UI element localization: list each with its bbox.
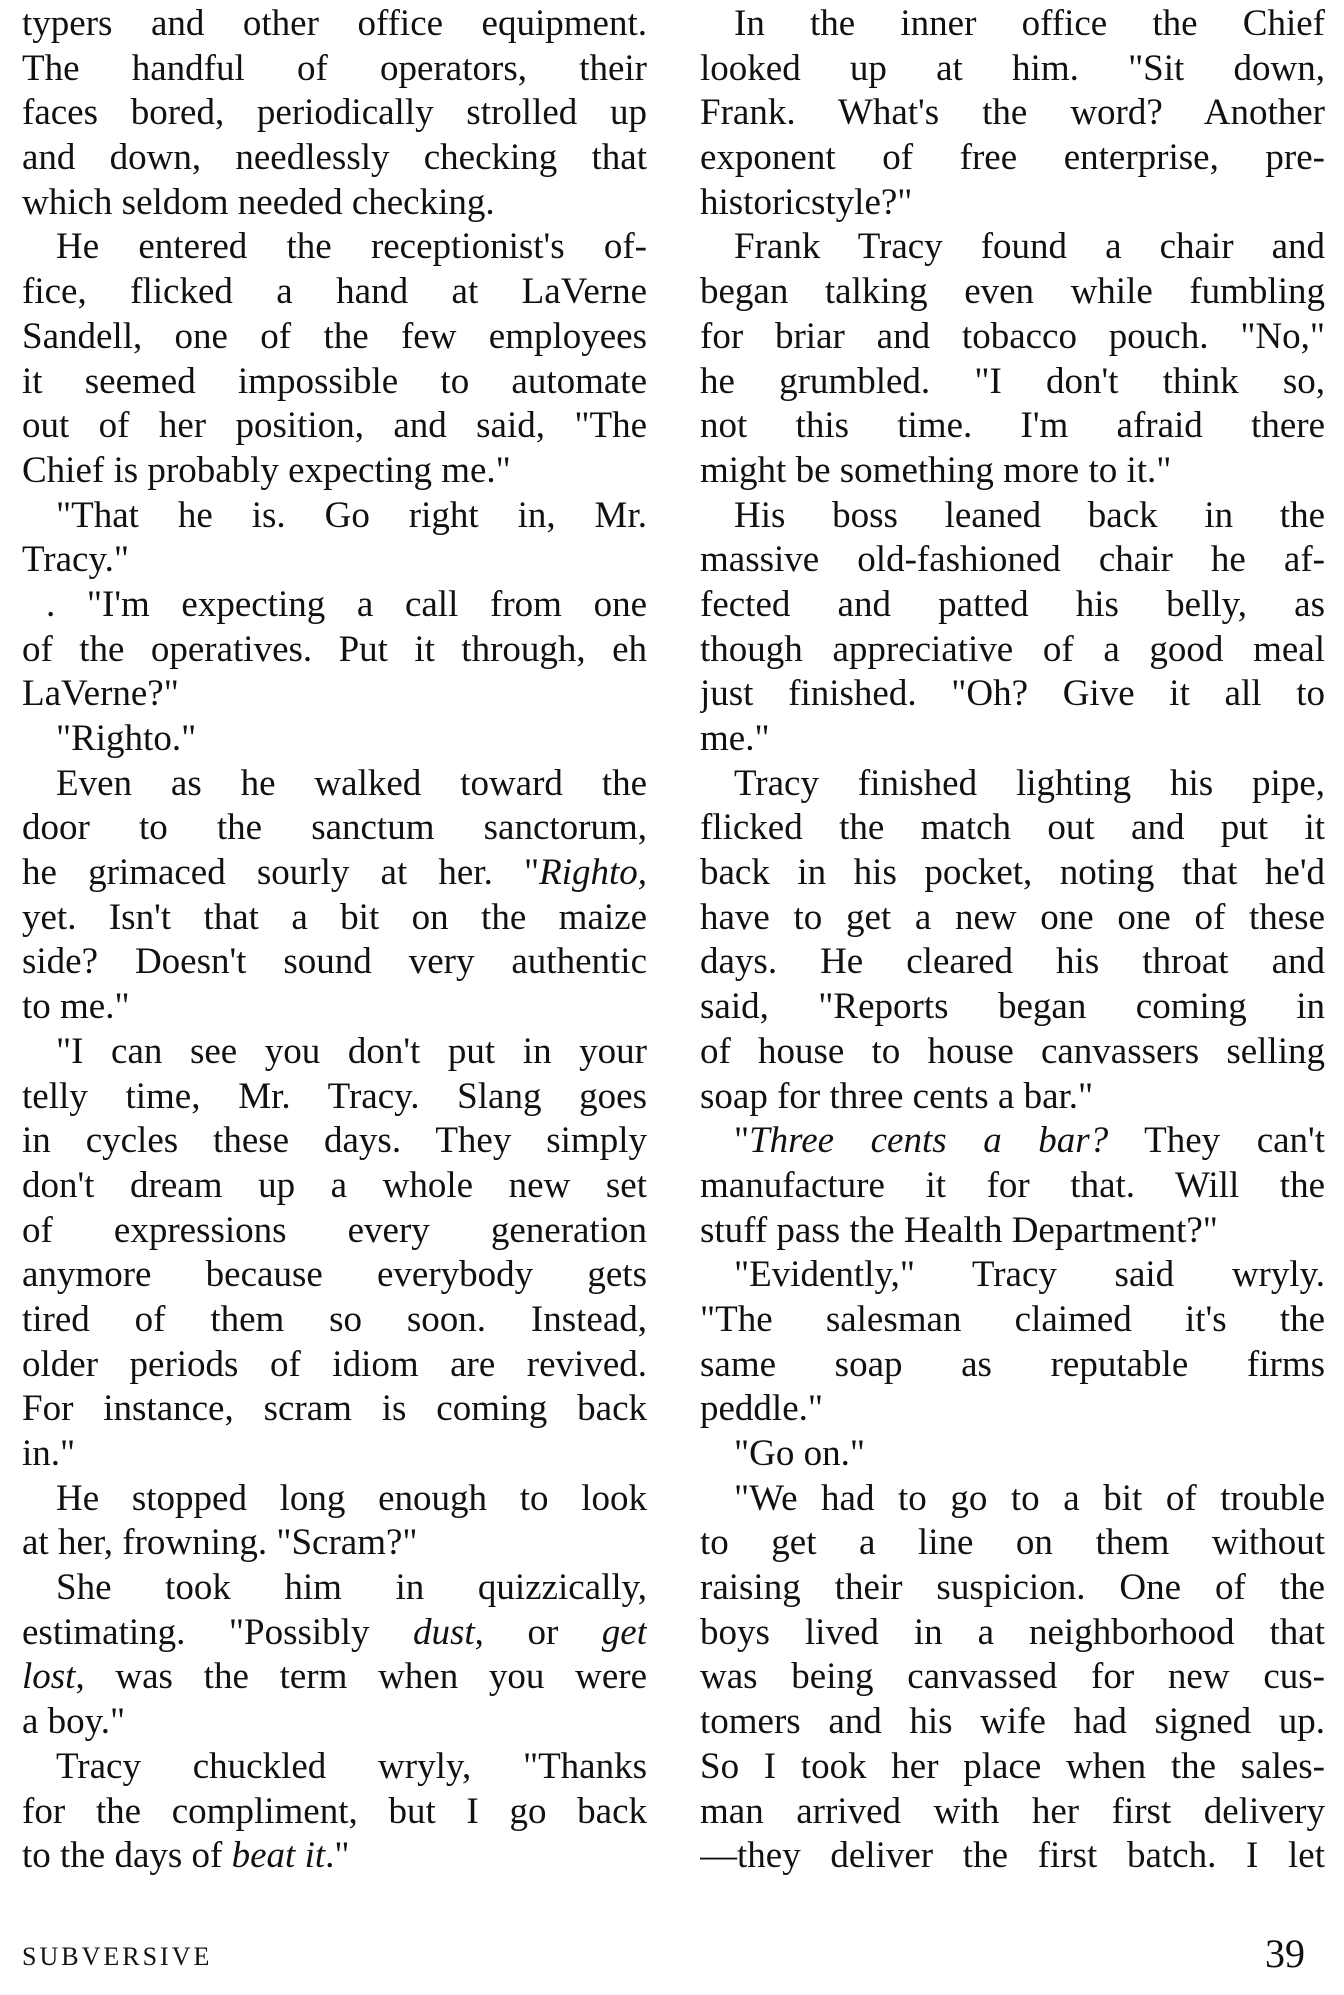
text-line: to get a line on them without	[700, 1522, 1325, 1564]
text-line: he grumbled. "I don't think so,	[700, 360, 1325, 402]
text-line: said, "Reports began coming in	[700, 986, 1325, 1028]
text-line	[22, 851, 647, 896]
text-line: historicstyle?"	[700, 181, 913, 223]
text-line: . "I'm expecting a call from one	[46, 583, 647, 625]
text-line: same soap as reputable firms	[700, 1343, 1325, 1385]
text-line: soap for three cents a bar."	[700, 1075, 1094, 1117]
text-line: peddle."	[700, 1388, 823, 1430]
text-line	[22, 1655, 647, 1700]
text-line: of the operatives. Put it through, eh	[22, 628, 647, 670]
text-line: yet. Isn't that a bit on the maize	[22, 896, 647, 938]
text-line: "We had to go to a bit of trouble	[734, 1477, 1325, 1519]
text-line: tired of them so soon. Instead,	[22, 1298, 647, 1340]
text-line: of expressions every generation	[22, 1209, 647, 1251]
text-line: boys lived in a neighborhood that	[700, 1611, 1325, 1653]
text-line: back in his pocket, noting that he'd	[700, 852, 1325, 894]
text-line: She took him in quizzically,	[56, 1567, 647, 1609]
text-line: "The salesman claimed it's the	[700, 1298, 1325, 1340]
italic-text: Three cents a bar?	[749, 1120, 1109, 1162]
text-line: manufacture it for that. Will the	[700, 1164, 1325, 1206]
text-line: —they deliver the first batch. I let	[700, 1835, 1325, 1877]
text-line: and down, needlessly checking that	[22, 137, 647, 179]
text-segment: , was the term when you were	[75, 1656, 647, 1698]
italic-text: lost	[22, 1656, 76, 1698]
text-line: tomers and his wife had signed up.	[700, 1701, 1325, 1743]
text-segment: to the days of	[22, 1835, 232, 1877]
text-line: anymore because everybody gets	[22, 1254, 647, 1296]
text-line: don't dream up a whole new set	[22, 1164, 647, 1206]
text-line: raising their suspicion. One of the	[700, 1567, 1325, 1609]
text-line: His boss leaned back in the	[734, 494, 1325, 536]
text-line: For instance, scram is coming back	[22, 1388, 647, 1430]
text-line	[700, 1119, 1325, 1164]
text-column-left	[22, 2, 647, 1879]
text-line: me."	[700, 718, 770, 759]
text-line: was being canvassed for new cus-	[700, 1656, 1325, 1698]
text-line: Tracy."	[22, 539, 129, 581]
text-line: The handful of operators, their	[22, 47, 647, 89]
italic-text: get	[601, 1611, 647, 1653]
text-line	[22, 1834, 647, 1879]
text-line: "Evidently," Tracy said wryly.	[734, 1254, 1325, 1296]
text-line: He entered the receptionist's of-	[56, 226, 647, 268]
text-line: Even as he walked toward the	[56, 762, 647, 804]
text-line: massive old-fashioned chair he af-	[700, 539, 1325, 581]
text-segment: ."	[325, 1835, 350, 1877]
text-line: looked up at him. "Sit down,	[700, 47, 1325, 89]
text-line: not this time. I'm afraid there	[700, 405, 1325, 447]
text-line: Tracy finished lighting his pipe,	[734, 762, 1325, 804]
text-line: Sandell, one of the few employees	[22, 315, 647, 357]
italic-text: beat it	[231, 1835, 326, 1877]
text-line: of house to house canvassers selling	[700, 1030, 1325, 1072]
italic-text: dust	[412, 1611, 475, 1653]
text-line: telly time, Mr. Tracy. Slang goes	[22, 1075, 647, 1117]
text-line: though appreciative of a good meal	[700, 628, 1325, 670]
text-line: "Go on."	[734, 1433, 865, 1474]
text-line: for the compliment, but I go back	[22, 1790, 647, 1832]
text-line: man arrived with her first delivery	[700, 1790, 1325, 1832]
text-segment: "	[734, 1120, 750, 1162]
text-line: "Righto."	[56, 718, 197, 759]
text-segment: They can't	[1108, 1120, 1325, 1162]
text-line: LaVerne?"	[22, 673, 179, 715]
text-segment: estimating. "Possibly	[22, 1611, 413, 1653]
text-line: side? Doesn't sound very authentic	[22, 941, 647, 983]
text-line: began talking even while fumbling	[700, 271, 1325, 313]
text-line: to me."	[22, 986, 130, 1028]
text-line: for briar and tobacco pouch. "No,"	[700, 315, 1325, 357]
text-line: typers and other office equipment.	[22, 3, 647, 44]
text-line: Frank Tracy found a chair and	[734, 226, 1325, 268]
text-line: In the inner office the Chief	[734, 3, 1325, 44]
running-title: SUBVERSIVE	[22, 1942, 213, 1971]
text-line: stuff pass the Health Department?"	[700, 1209, 1218, 1251]
text-line: "I can see you don't put in your	[56, 1030, 647, 1072]
text-line: have to get a new one one of these	[700, 896, 1325, 938]
text-line: He stopped long enough to look	[56, 1477, 647, 1519]
text-segment: he grimaced sourly at her. "	[22, 852, 540, 894]
text-line: it seemed impossible to automate	[22, 360, 647, 402]
text-line: out of her position, and said, "The	[22, 405, 647, 447]
text-line: days. He cleared his throat and	[700, 941, 1325, 983]
page-number: 39	[1265, 1931, 1305, 1976]
text-line: exponent of free enterprise, pre-	[700, 137, 1325, 179]
italic-text: Righto,	[539, 852, 647, 894]
text-line: which seldom needed checking.	[22, 181, 495, 223]
text-line: Tracy chuckled wryly, "Thanks	[56, 1745, 647, 1787]
text-line: So I took her place when the sales-	[700, 1745, 1325, 1787]
text-line: a boy."	[22, 1701, 126, 1743]
text-line: flicked the match out and put it	[700, 807, 1325, 849]
text-segment: , or	[474, 1611, 602, 1653]
text-line: Chief is probably expecting me."	[22, 449, 511, 491]
text-line: at her, frowning. "Scram?"	[22, 1522, 418, 1564]
text-line: just finished. "Oh? Give it all to	[700, 673, 1325, 715]
text-line: "That he is. Go right in, Mr.	[56, 494, 647, 536]
text-line: might be something more to it."	[700, 449, 1172, 491]
text-line	[22, 1611, 647, 1656]
text-line: in."	[22, 1433, 76, 1474]
text-line: in cycles these days. They simply	[22, 1120, 647, 1162]
text-line: door to the sanctum sanctorum,	[22, 807, 647, 849]
text-line: faces bored, periodically strolled up	[22, 92, 647, 134]
text-line: older periods of idiom are revived.	[22, 1343, 647, 1385]
text-column-right	[700, 2, 1325, 1879]
text-line: Frank. What's the word? Another	[700, 92, 1325, 134]
text-line: fice, flicked a hand at LaVerne	[22, 271, 647, 313]
text-line: fected and patted his belly, as	[700, 583, 1325, 625]
